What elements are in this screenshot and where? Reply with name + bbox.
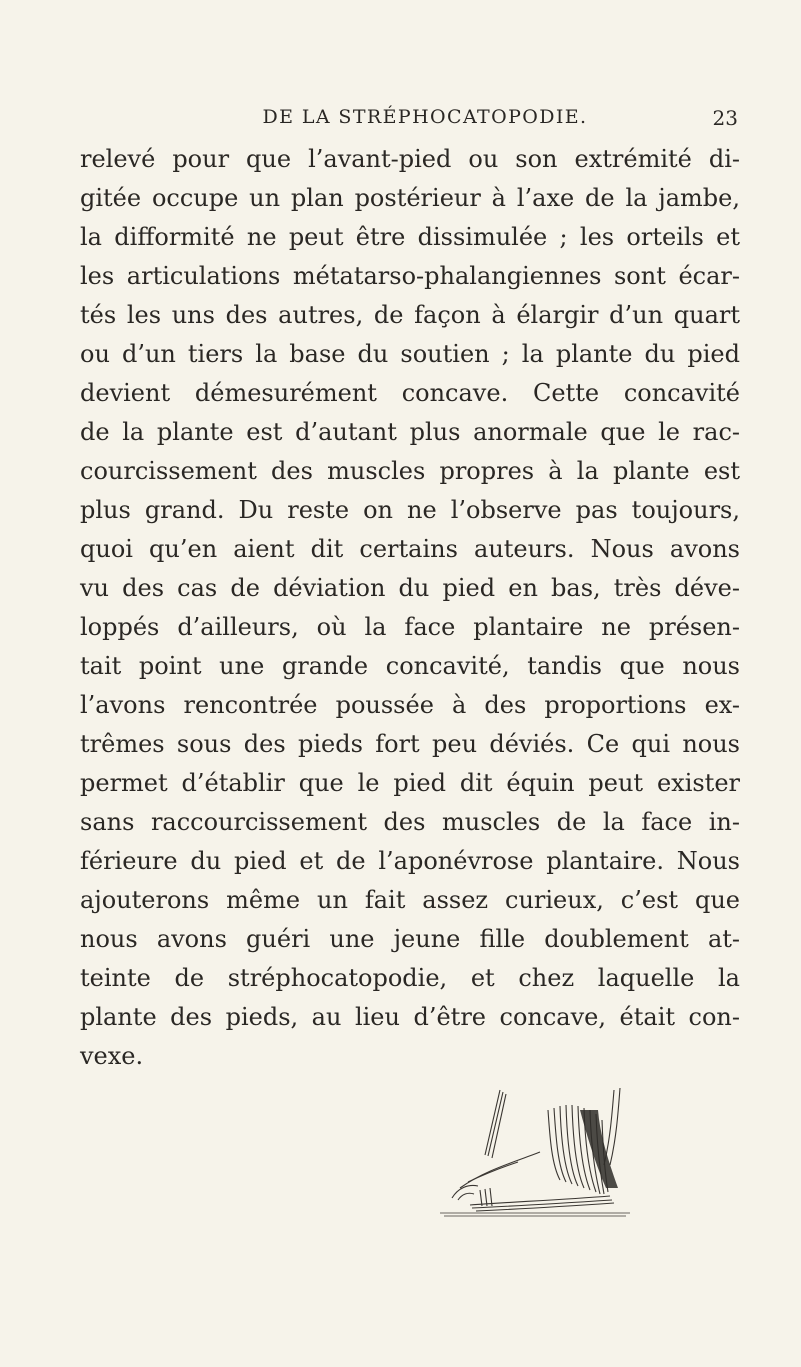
page-number: 23: [712, 106, 738, 130]
text-line: tés les uns des autres, de façon à élargir d’un quart: [80, 301, 740, 329]
text-line: l’avons rencontrée poussée à des proportions ex-: [80, 691, 740, 719]
text-line: tait point une grande concavité, tandis que nous: [80, 652, 740, 680]
running-title: DE LA STRÉPHOCATOPODIE.: [262, 106, 588, 128]
text-line: vu des cas de déviation du pied en bas, très déve-: [80, 574, 740, 602]
text-line: teinte de stréphocatopodie, et chez laquelle la: [80, 964, 740, 992]
text-line: vexe.: [80, 1042, 144, 1070]
text-line: sans raccourcissement des muscles de la face in-: [80, 808, 740, 836]
text-line: loppés d’ailleurs, où la face plantaire ne présen-: [80, 613, 740, 641]
text-line: trêmes sous des pieds fort peu déviés. Ce qui nous: [80, 730, 740, 758]
text-line: ajouterons même un fait assez curieux, c’est que: [80, 886, 740, 914]
text-line: plus grand. Du reste on ne l’observe pas toujours,: [80, 496, 740, 524]
text-line: gitée occupe un plan postérieur à l’axe de la jambe,: [80, 184, 740, 212]
foot-engraving-icon: [430, 1070, 650, 1220]
text-line: permet d’établir que le pied dit équin peut exister: [80, 769, 740, 797]
text-line: courcissement des muscles propres à la plante est: [80, 457, 740, 485]
text-line: la difformité ne peut être dissimulée ; les orteils et: [80, 223, 740, 251]
text-line: devient démesurément concave. Cette concavité: [80, 379, 740, 407]
text-line: nous avons guéri une jeune fille doublement at-: [80, 925, 740, 953]
body-text: [80, 140, 740, 1076]
text-line: de la plante est d’autant plus anormale que le rac-: [80, 418, 740, 446]
text-line: les articulations métatarso-phalangiennes sont écar-: [80, 262, 740, 290]
text-line: relevé pour que l’avant-pied ou son extrémité di-: [80, 145, 740, 173]
text-line: ou d’un tiers la base du soutien ; la plante du pied: [80, 340, 740, 368]
text-line: plante des pieds, au lieu d’être concave, était con-: [80, 1003, 740, 1031]
running-head: [80, 106, 740, 134]
text-line: férieure du pied et de l’aponévrose plantaire. Nous: [80, 847, 740, 875]
text-line: quoi qu’en aient dit certains auteurs. Nous avons: [80, 535, 740, 563]
